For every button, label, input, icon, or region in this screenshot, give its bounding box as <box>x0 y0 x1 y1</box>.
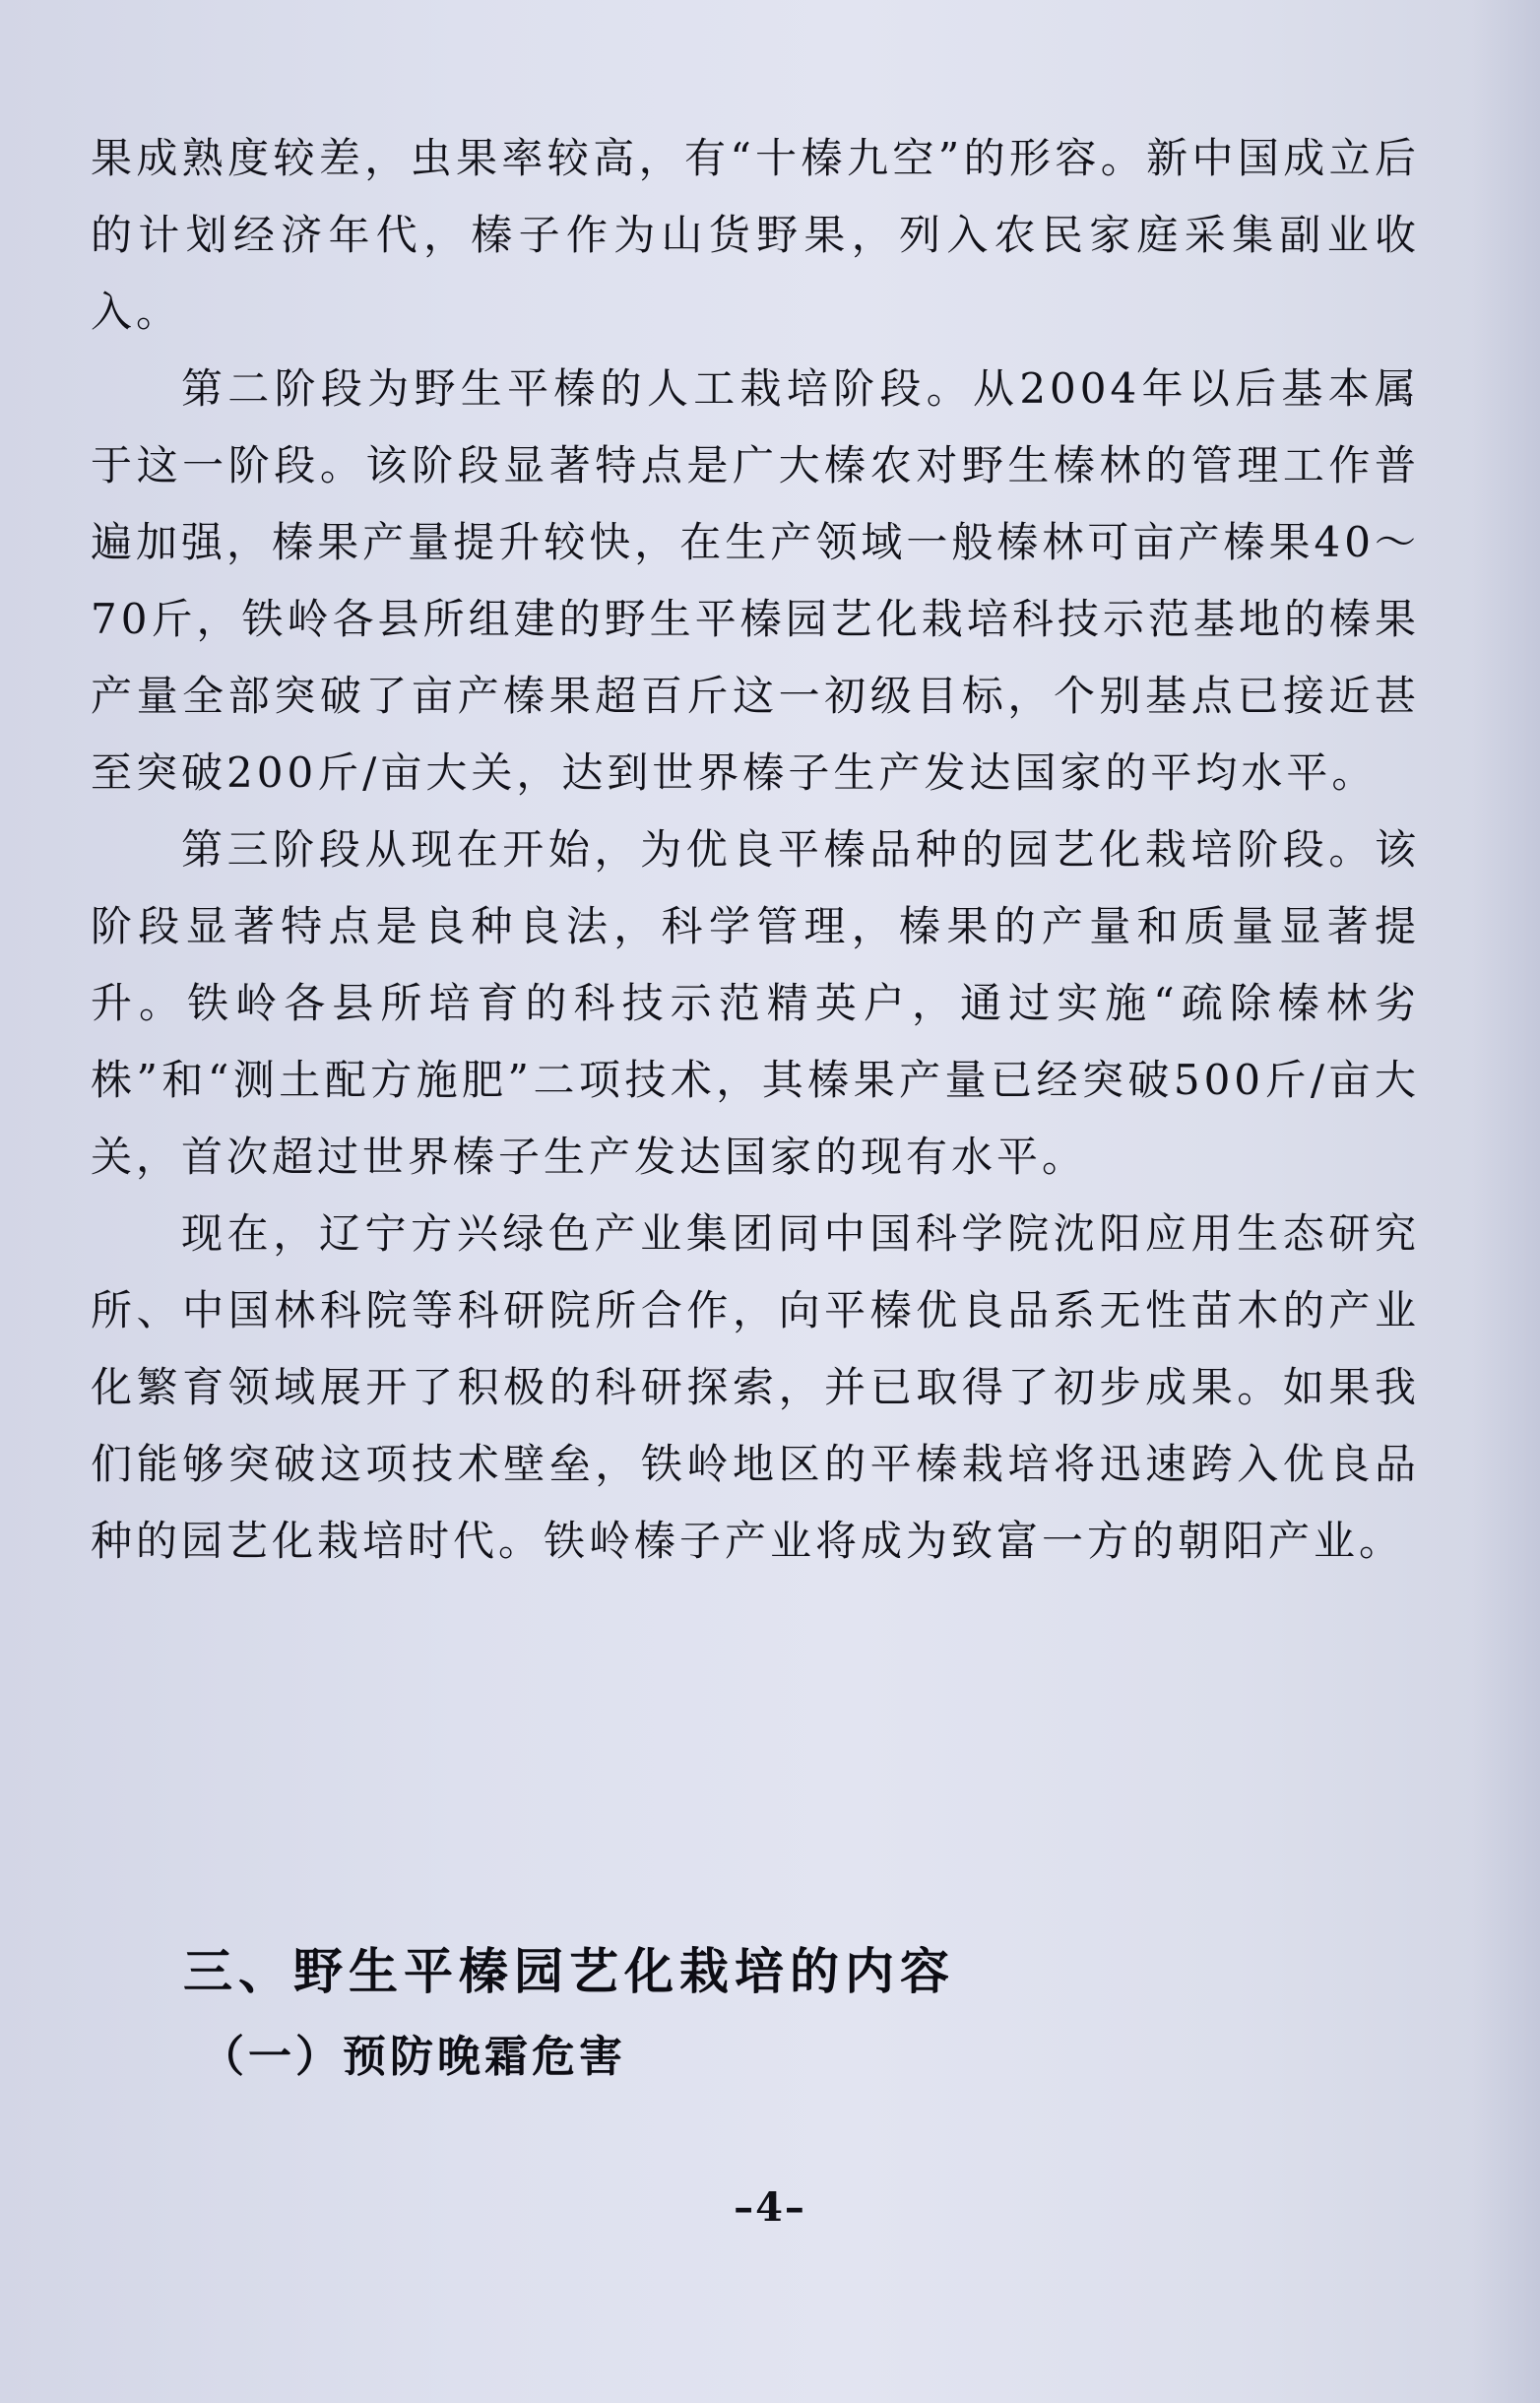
page-edge-shadow <box>1471 0 1540 2403</box>
paragraph-4: 现在，辽宁方兴绿色产业集团同中国科学院沈阳应用生态研究所、中国林科院等科研院所合作，向平榛优良品系无性苗木的产业化繁育领域展开了积极的科研探索，并已取得了初步成果。如果我们能够突破这项技术壁垒，铁岭地区的平榛栽培将迅速跨入优良品种的园艺化栽培时代。铁岭榛子产业将成为致富一方的朝阳产业。 <box>91 1209 1420 1565</box>
paragraph-2: 第二阶段为野生平榛的人工栽培阶段。从2004年以后基本属于这一阶段。该阶段显著特点是广大榛农对野生榛林的管理工作普遍加强，榛果产量提升较快，在生产领域一般榛林可亩产榛果40～70斤，铁岭各县所组建的野生平榛园艺化栽培科技示范基地的榛果产量全部突破了亩产榛果超百斤这一初级目标，个别基点已接近甚至突破200斤/亩大关，达到世界榛子生产发达国家的平均水平。 <box>91 364 1420 797</box>
paragraph-1: 果成熟度较差，虫果率较高，有“十榛九空”的形容。新中国成立后的计划经济年代，榛子作为山货野果，列入农民家庭采集副业收入。 <box>91 134 1420 336</box>
body-text <box>91 120 1420 1580</box>
sub-heading: （一）预防晚霜危害 <box>201 2032 626 2082</box>
section-heading: 三、野生平榛园艺化栽培的内容 <box>183 1943 955 2000</box>
page-number: –4– <box>734 2184 806 2231</box>
paragraph-3: 第三阶段从现在开始，为优良平榛品种的园艺化栽培阶段。该阶段显著特点是良种良法，科学管理，榛果的产量和质量显著提升。铁岭各县所培育的科技示范精英户，通过实施“疏除榛林劣株”和“测土配方施肥”二项技术，其榛果产量已经突破500斤/亩大关，首次超过世界榛子生产发达国家的现有水平。 <box>91 825 1420 1181</box>
